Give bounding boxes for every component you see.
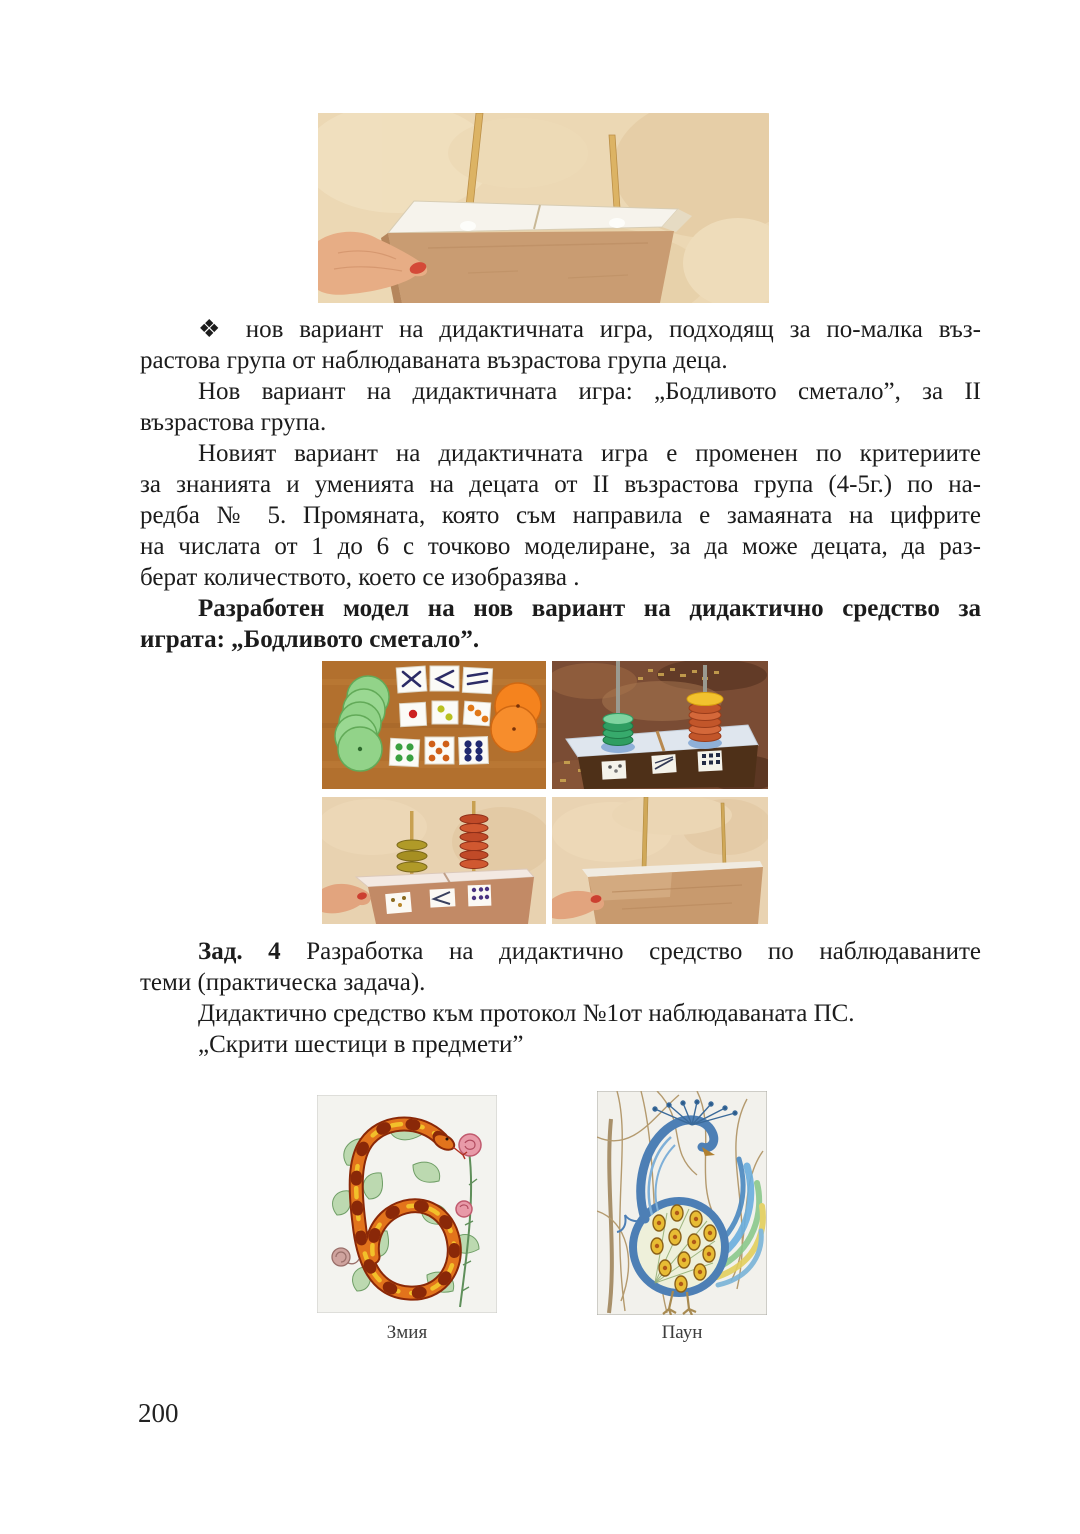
paragraph-new-variant xyxy=(140,376,981,438)
photo-box-with-bare-sticks xyxy=(552,797,768,924)
text-line: Нов вариант на дидактичната игра: „Бодливото сметало”, за II xyxy=(198,378,981,405)
task-text-block xyxy=(140,936,981,1060)
dot-cards-row-4-5-6 xyxy=(389,736,488,766)
text-line: теми (практическа задача). xyxy=(140,969,426,996)
rose-flower xyxy=(459,1134,481,1156)
photo-box-with-threaded-discs xyxy=(322,797,546,924)
figure-grid-didactic-game xyxy=(322,661,768,924)
text-line: Разработен модел на нов вариант на дидактично средство за xyxy=(198,595,981,622)
orange-disc-stack xyxy=(491,683,541,752)
text-line: на числата от 1 до 6 с точково моделиране, за да може децата, да раз- xyxy=(140,533,981,560)
task-number-label: Зад. 4 xyxy=(198,938,281,965)
paragraph-developed-model xyxy=(140,593,981,655)
paragraph-hidden-sixes: „Скрити шестици в предмети” xyxy=(198,1031,524,1058)
box xyxy=(356,869,534,924)
rose-flower-small xyxy=(456,1201,472,1217)
text-line: Новият вариант на дидактичната игра е променен по критериите xyxy=(198,440,981,467)
dot-cards-row-1-2-3 xyxy=(399,701,490,727)
cardboard-box xyxy=(381,201,692,303)
photo-cards-and-discs-on-table xyxy=(322,661,546,789)
box xyxy=(582,861,763,924)
text-line: растова група от наблюдаваната възрастова група деца. xyxy=(140,347,728,374)
snake-six-drawing xyxy=(317,1095,497,1313)
paragraph-changed-criteria xyxy=(140,438,981,593)
text-line: възрастова група. xyxy=(140,409,327,436)
figure-peacock-drawing xyxy=(597,1091,767,1315)
figure-box-with-sticks-photo xyxy=(318,113,769,303)
bullet-text: нов вариант на дидактичната игра, подходящ за по-малка въз- xyxy=(245,316,982,343)
caption-snake: Змия xyxy=(386,1322,428,1343)
figure-snake-drawing xyxy=(317,1095,497,1313)
bullet-paragraph xyxy=(140,314,981,376)
text-line xyxy=(140,936,981,967)
text-line: редба № 5. Промяната, която съм направила е замаяната на цифрите xyxy=(140,502,981,529)
text-line: берат количеството, което се изобразява . xyxy=(140,564,580,591)
symbol-cards xyxy=(396,666,492,694)
task-paragraph xyxy=(140,936,981,998)
caption-peacock: Паун xyxy=(661,1322,703,1343)
stick-hole-left xyxy=(460,221,476,231)
text-line: за знанията и уменията на децата от II възрастова група (4-5г.) по на- xyxy=(140,471,981,498)
text-line: играта: „Бодливото сметало”. xyxy=(140,626,480,653)
page-number: 200 xyxy=(138,1398,179,1428)
box-with-sticks-illustration xyxy=(318,113,769,303)
task-text: Разработка на дидактично средство по наблюдаваните xyxy=(306,938,981,965)
body-text-block xyxy=(140,314,981,655)
text-line xyxy=(140,314,981,345)
diamond-bullet-icon: ❖ xyxy=(198,316,230,343)
peacock-six-drawing xyxy=(597,1091,767,1315)
photo-abacus-box-on-carpet xyxy=(552,661,768,789)
paragraph-protocol: Дидактично средство към протокол №1от наблюдаваната ПС. xyxy=(198,1000,855,1027)
stick-hole-right xyxy=(609,218,625,228)
